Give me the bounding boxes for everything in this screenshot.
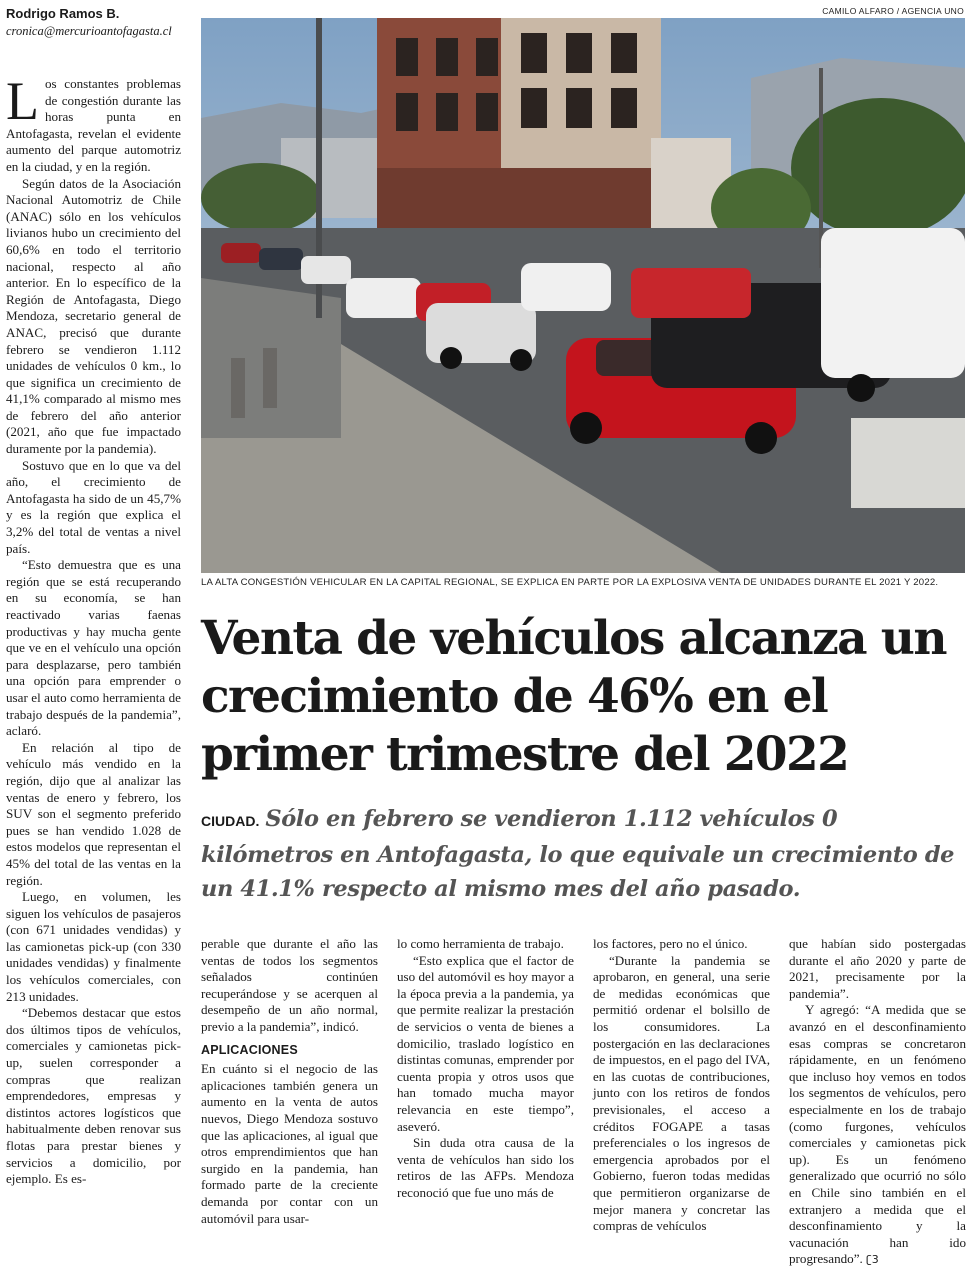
article-column-4 [593, 936, 770, 1235]
photo-credit: CAMILO ALFARO / AGENCIA UNO [822, 6, 964, 16]
headline: Venta de vehículos alcanza un crecimiento de 46% en el primer trimestre del 2022 [201, 611, 946, 782]
article-column-5 [789, 936, 966, 1269]
paragraph: perable que durante el año las ventas de todos los segmentos señalados continúen recuperándose y se acerquen al desempeño de un año normal, previo a la pandemia”, indicó. [201, 936, 378, 1034]
news-photo [201, 18, 965, 573]
paragraph: Sostuvo que en lo que va del año, el crecimiento de Antofagasta ha sido de un 45,7% y es la región que explica el 3,2% del total de ventas a nivel país. [6, 457, 181, 556]
drop-cap: L [6, 71, 39, 131]
byline-email: cronica@mercurioantofagasta.cl [6, 24, 172, 38]
paragraph: lo como herramienta de trabajo. [397, 936, 564, 951]
paragraph: En relación al tipo de vehículo más vendido en la región, dijo que al analizar las ventas de enero y febrero, los SUV son el segmento preferido pues se han vendido 1.028 de estos modelos que representan el 45% del total de las ventas en la región. [6, 739, 181, 888]
article-column-2 [201, 936, 378, 1227]
deck-text: Sólo en febrero se vendieron 1.112 vehículos 0 kilómetros en Antofagasta, lo que equivale un crecimiento de un 41.1% respecto al mismo mes del año pasado. [201, 806, 955, 902]
paragraph: Sin duda otra causa de la venta de vehículos han sido los retiros de las AFPs. Mendoza reconoció que fue uno más de [397, 1135, 574, 1200]
paragraph: “Durante la pandemia se aprobaron, en general, una serie de medidas económicas que permitió ordenar el bolsillo de los consumidores. La postergación en las declaraciones de impuestos, en el pago del IVA, en las cuotas de contribuciones, junto con los retiros de fondos previsionales, el acceso a créditos FOGAPE a tasas preferenciales o los ingresos de emergencia aprobados por el Gobierno, fueron todas medidas que permitieron organizarse de mejor manera y concretar las compras de vehículos [593, 952, 770, 1234]
end-mark-icon: ʗ3 [866, 1253, 879, 1267]
deck [201, 802, 966, 906]
paragraph: Y agregó: “A medida que se avanzó en el desconfinamiento esas compras se concretaron rápidamente, en un fenómeno que incluso hoy vemos en todos los segmentos de vehículos, pero especialmente en los de trabajo (como furgones, vehículos comerciales y camionetas pick up). Es un fenómeno generalizado que ocurrió no sólo en Chile sino también en el extranjero a medida que el desconfinamiento y la vacunación han ido progresando”. ʗ3 [789, 1002, 966, 1267]
article-column-3 [397, 936, 574, 1202]
paragraph: que habían sido postergadas durante el año 2020 y parte de 2021, precisamente por la pandemia”. [789, 936, 966, 1001]
byline-author: Rodrigo Ramos B. [6, 6, 120, 21]
paragraph: Según datos de la Asociación Nacional Automotriz de Chile (ANAC) sólo en los vehículos livianos hubo un crecimiento del 60,6% en todo el territorio nacional, respecto al año anterior. En lo específico de la Región de Antofagasta, Diego Mendoza, secretario general de ANAC, precisó que durante febrero se vendieron 1.112 unidades de vehículos 0 km., lo que significa un crecimiento de 41,1% comparado al mismo mes de febrero del año anterior (2021, año que fue impactado duramente por la pandemia). [6, 175, 181, 457]
paragraph: “Esto explica que el factor de uso del automóvil es hoy mayor a la época previa a la pandemia, ya que permite realizar la prestación de servicios o venta de bienes a domicilio, traslado logístico en distintas comunas, emprender por cuenta propia y otros usos que han tomado mucha mayor relevancia en este tiempo”, aseveró. [397, 952, 574, 1134]
paragraph: Los constantes problemas de congestión durante las horas punta en Antofagasta, revelan el evidente aumento del parque automotriz en la ciudad, y en la región. [6, 71, 181, 174]
subheading: APLICACIONES [201, 1042, 298, 1057]
paragraph: Luego, en volumen, les siguen los vehículos de pasajeros (con 671 unidades vendidas) y las camionetas pick-up (con 330 unidades vendidas) y finalmente los vehículos comerciales, con 213 unidades. [6, 889, 181, 1004]
paragraph: En cuánto si el negocio de las aplicaciones también genera un aumento en la venta de autos nuevos, Diego Mendoza sostuvo que las aplicaciones, al igual que otros emprendimientos que han surgido en la pandemia, han formado parte de la creciente demanda por contar con un automóvil para usar- [201, 1061, 378, 1226]
section-kicker: CIUDAD. [201, 813, 260, 829]
paragraph: “Esto demuestra que es una región que se está recuperando en su economía, se han reactivado varias faenas productivas y hay mucha gente que ve en el vehículo una opción para desplazarse, pero también una opción para emprender o usar el auto como herramienta de trabajo después de la pandemia”, aclaró. [6, 557, 181, 739]
article-column-1 [6, 71, 181, 1188]
photo-caption: LA ALTA CONGESTIÓN VEHICULAR EN LA CAPITAL REGIONAL, SE EXPLICA EN PARTE POR LA EXPLOSIVA VENTA DE UNIDADES DURANTE EL 2021 Y 2022. [201, 577, 939, 588]
paragraph: los factores, pero no el único. [593, 936, 748, 951]
paragraph: “Debemos destacar que estos dos últimos tipos de vehículos, comerciales y camionetas pick-up, suelen corresponder a compras que realizan emprendedores, empresas y distintos actores logísticos que habitualmente deben renovar sus flotas para prestar bienes y servicios a domicilio, por ejemplo. Es es- [6, 1005, 181, 1187]
